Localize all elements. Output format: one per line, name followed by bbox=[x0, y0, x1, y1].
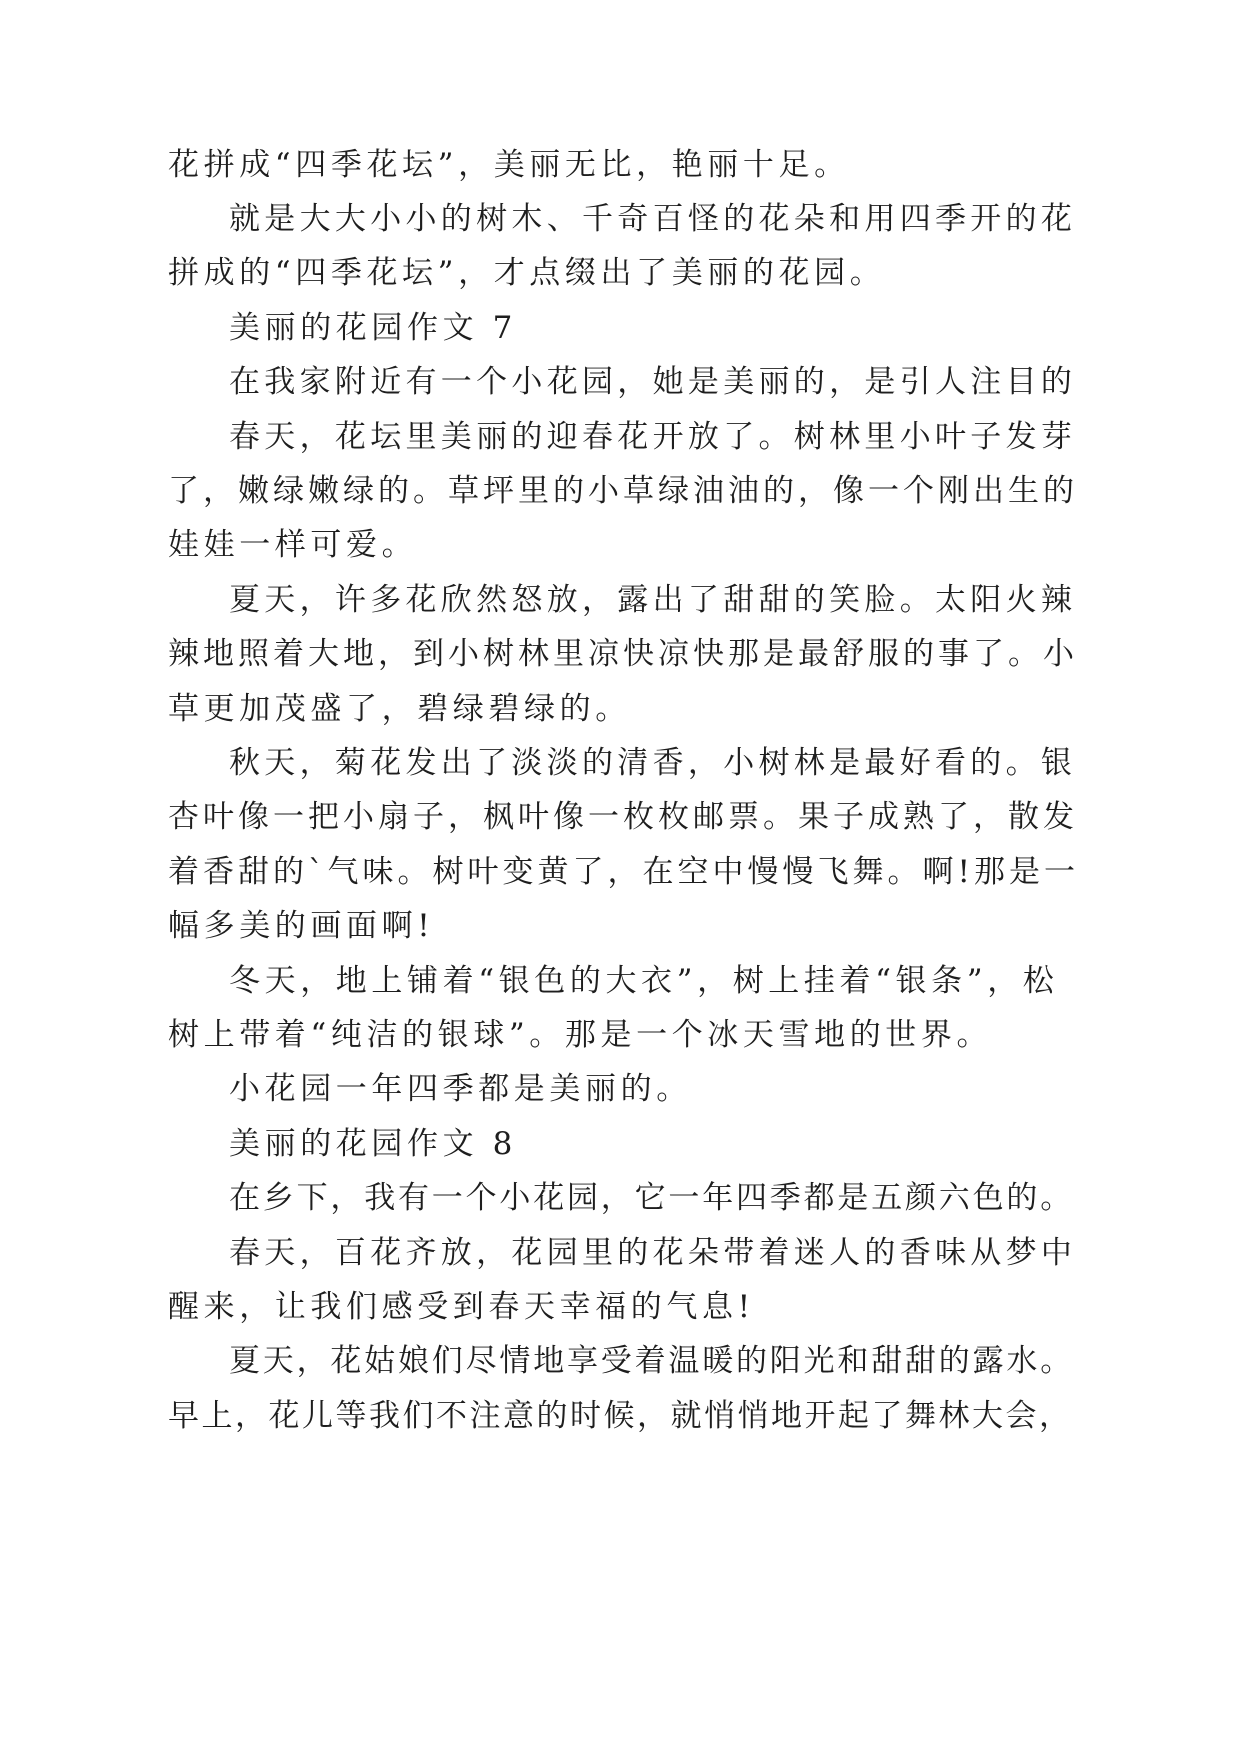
section-heading: 美丽的花园作文 8 bbox=[229, 1126, 517, 1162]
text-line: 夏天，许多花欣然怒放，露出了甜甜的笑脸。太阳火辣 bbox=[229, 582, 1077, 618]
text-line: 辣地照着大地，到小树林里凉快凉快那是最舒服的事了。小 bbox=[168, 636, 1078, 672]
text-line: 草更加茂盛了，碧绿碧绿的。 bbox=[168, 691, 631, 727]
text-line: 在乡下，我有一个小花园，它一年四季都是五颜六色的。 bbox=[229, 1180, 1074, 1216]
text-line: 幅多美的画面啊! bbox=[168, 908, 435, 944]
text-line: 早上，花儿等我们不注意的时候，就悄悄地开起了舞林大会， bbox=[168, 1398, 1073, 1434]
text-line: 花拼成“四季花坛”，美丽无比，艳丽十足。 bbox=[168, 147, 850, 183]
text-line: 秋天，菊花发出了淡淡的清香，小树林是最好看的。银 bbox=[229, 745, 1077, 781]
section-heading: 美丽的花园作文 7 bbox=[229, 310, 517, 346]
text-line: 拼成的“四季花坛”，才点缀出了美丽的花园。 bbox=[168, 255, 886, 291]
text-line: 了，嫩绿嫩绿的。草坪里的小草绿油油的，像一个刚出生的 bbox=[168, 473, 1078, 509]
text-line: 小花园一年四季都是美丽的。 bbox=[229, 1071, 692, 1107]
text-line: 醒来，让我们感受到春天幸福的气息! bbox=[168, 1289, 755, 1325]
text-line: 在我家附近有一个小花园，她是美丽的，是引人注目的 bbox=[229, 364, 1077, 400]
text-line: 春天，百花齐放，花园里的花朵带着迷人的香味从梦中 bbox=[229, 1235, 1077, 1271]
text-line: 春天，花坛里美丽的迎春花开放了。树林里小叶子发芽 bbox=[229, 419, 1077, 455]
text-line: 就是大大小小的树木、千奇百怪的花朵和用四季开的花 bbox=[229, 201, 1077, 237]
text-line: 娃娃一样可爱。 bbox=[168, 527, 418, 563]
text-line: 杏叶像一把小扇子，枫叶像一枚枚邮票。果子成熟了，散发 bbox=[168, 799, 1078, 835]
text-line: 夏天，花姑娘们尽情地享受着温暖的阳光和甜甜的露水。 bbox=[229, 1343, 1074, 1379]
text-line: 着香甜的`气味。树叶变黄了，在空中慢慢飞舞。啊!那是一 bbox=[168, 854, 1079, 890]
text-line: 树上带着“纯洁的银球”。那是一个冰天雪地的世界。 bbox=[168, 1017, 993, 1053]
text-line: 冬天，地上铺着“银色的大衣”，树上挂着“银条”，松 bbox=[229, 963, 1059, 999]
